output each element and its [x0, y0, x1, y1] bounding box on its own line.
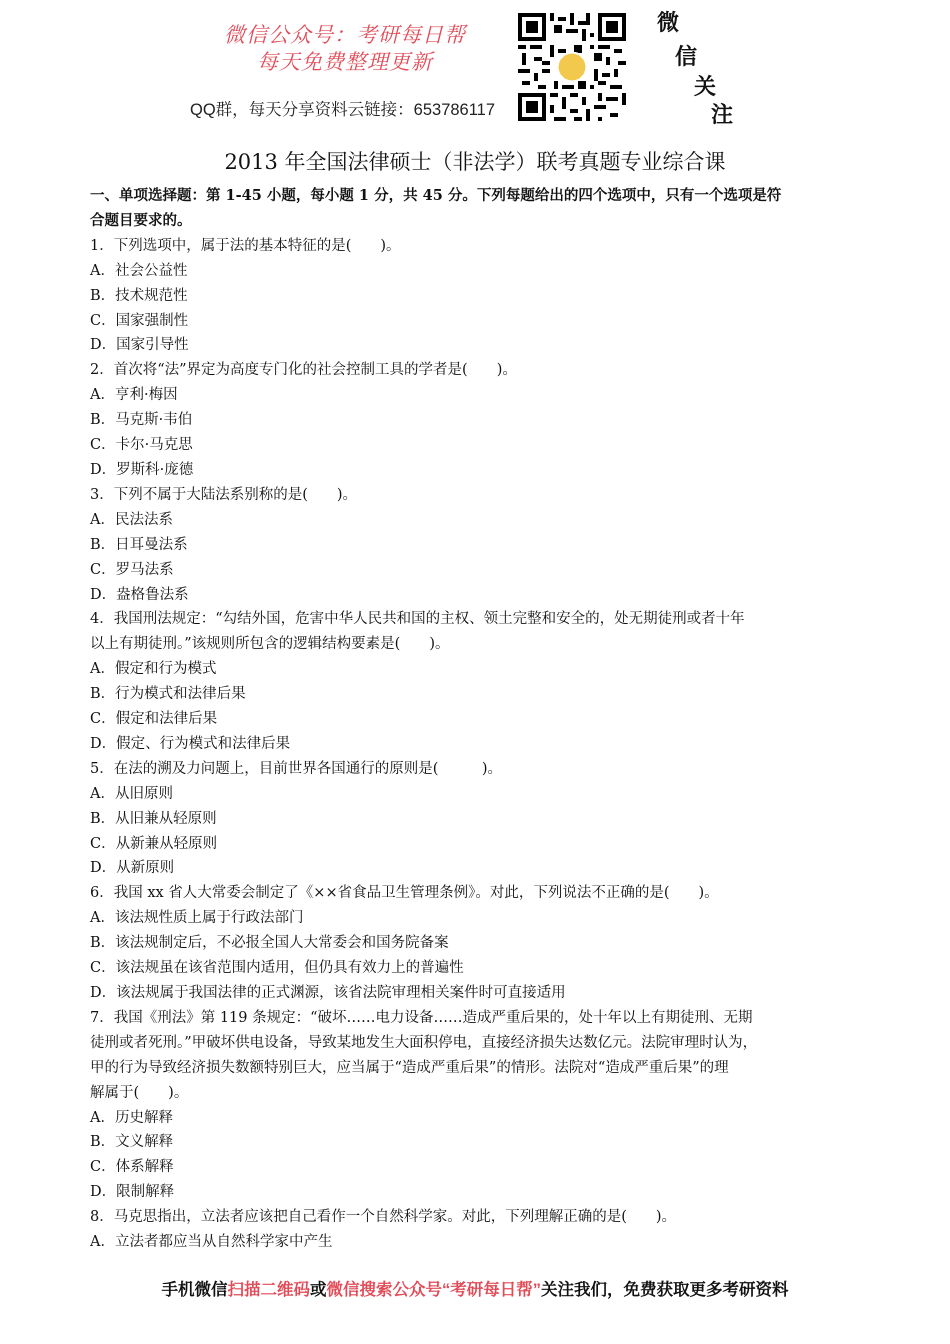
question-line: 甲的行为导致经济损失数额特别巨大，应当属于“造成严重后果”的情形。法院对“造成严重后果”的理 — [90, 1059, 729, 1076]
promo-title — [220, 22, 470, 76]
question-line: 徒刑或者死刑。”甲破坏供电设备，导致某地发生大面积停电，直接经济损失达数亿元。法院审理时认为， — [90, 1034, 758, 1051]
question-line: 2．首次将“法”界定为高度专门化的社会控制工具的学者是( )。 — [90, 362, 517, 379]
follow-char-4: 注 — [711, 102, 734, 128]
footer-text: 关注我们，免费获取更多考研资料 — [541, 1281, 789, 1299]
option-line: D．限制解释 — [90, 1184, 175, 1201]
section-heading-line: 一、单项选择题：第 1-45 小题，每小题 1 分，共 45 分。下列每题给出的四个选项中，只有一个选项是符 — [90, 187, 782, 204]
section-heading — [90, 184, 862, 234]
option-line: C．该法规虽在该省范围内适用，但仍具有效力上的普遍性 — [90, 960, 464, 977]
promo-line-1: 微信公众号：考研每日帮 — [224, 23, 466, 47]
question-line: 3．下列不属于大陆法系别称的是( )。 — [90, 486, 358, 503]
option-line: D．国家引导性 — [90, 337, 189, 354]
qr-code-icon — [518, 13, 626, 121]
option-line: C．假定和法律后果 — [90, 711, 218, 728]
option-line: A．亨利·梅因 — [90, 387, 178, 404]
option-line: A．从旧原则 — [90, 785, 173, 802]
follow-char-1: 微 — [657, 10, 680, 36]
question-list — [90, 234, 862, 1255]
option-line: C．体系解释 — [90, 1159, 174, 1176]
question-line: 以上有期徒刑。”该规则所包含的逻辑结构要素是( )。 — [90, 636, 450, 653]
footer-highlight: 微信搜索公众号“考研每日帮” — [326, 1281, 541, 1299]
option-line: B．从旧兼从轻原则 — [90, 810, 217, 827]
option-line: C．从新兼从轻原则 — [90, 835, 218, 852]
option-line: D．罗斯科·庞德 — [90, 461, 194, 478]
footer-promo — [0, 1276, 950, 1300]
qq-group-line: QQ群，每天分享资料云链接：653786117 — [190, 101, 496, 119]
option-line: B．马克斯·韦伯 — [90, 412, 193, 429]
question-line: 4．我国刑法规定：“勾结外国，危害中华人民共和国的主权、领土完整和安全的，处无期徒刑或者十年 — [90, 611, 745, 628]
option-line: C．国家强制性 — [90, 312, 189, 329]
option-line: D．从新原则 — [90, 860, 175, 877]
option-line: C．卡尔·马克思 — [90, 437, 193, 454]
option-line: A．假定和行为模式 — [90, 661, 217, 678]
option-line: B．文义解释 — [90, 1134, 174, 1151]
option-line: D．假定、行为模式和法律后果 — [90, 735, 291, 752]
option-line: C．罗马法系 — [90, 561, 174, 578]
question-line: 6．我国 xx 省人大常委会制定了《××省食品卫生管理条例》。对此，下列说法不正确的是( )。 — [90, 885, 719, 902]
footer-text: 或 — [310, 1281, 327, 1299]
question-line: 解属于( )。 — [90, 1084, 189, 1101]
option-line: B．技术规范性 — [90, 287, 188, 304]
section-heading-line: 合题目要求的。 — [90, 211, 192, 229]
question-line: 7．我国《刑法》第 119 条规定：“破坏……电力设备……造成严重后果的，处十年以上有期徒刑、无期 — [90, 1009, 753, 1026]
promo-line-2: 每天免费整理更新 — [257, 50, 433, 74]
option-line: A．该法规性质上属于行政法部门 — [90, 910, 304, 927]
question-line: 8．马克思指出，立法者应该把自己看作一个自然科学家。对此，下列理解正确的是( )。 — [90, 1209, 677, 1226]
option-line: A．民法法系 — [90, 511, 173, 528]
option-line: B．行为模式和法律后果 — [90, 686, 246, 703]
exam-content — [90, 184, 862, 1255]
question-line: 5．在法的溯及力问题上，目前世界各国通行的原则是( )。 — [90, 760, 503, 777]
footer-highlight: 扫描二维码 — [227, 1281, 310, 1299]
option-line: B．日耳曼法系 — [90, 536, 188, 553]
document-title: 2013 年全国法律硕士（非法学）联考真题专业综合课 — [224, 150, 726, 174]
option-line: A．社会公益性 — [90, 262, 188, 279]
option-line: A．立法者都应当从自然科学家中产生 — [90, 1234, 333, 1251]
question-line: 1．下列选项中，属于法的基本特征的是( )。 — [90, 237, 401, 254]
option-line: A．历史解释 — [90, 1109, 173, 1126]
option-line: D．盎格鲁法系 — [90, 586, 189, 603]
follow-char-3: 关 — [694, 74, 717, 100]
footer-text: 手机微信 — [161, 1281, 228, 1299]
follow-char-2: 信 — [675, 44, 698, 70]
option-line: D．该法规属于我国法律的正式渊源，该省法院审理相关案件时可直接适用 — [90, 985, 566, 1001]
option-line: B．该法规制定后，不必报全国人大常委会和国务院备案 — [90, 935, 449, 952]
